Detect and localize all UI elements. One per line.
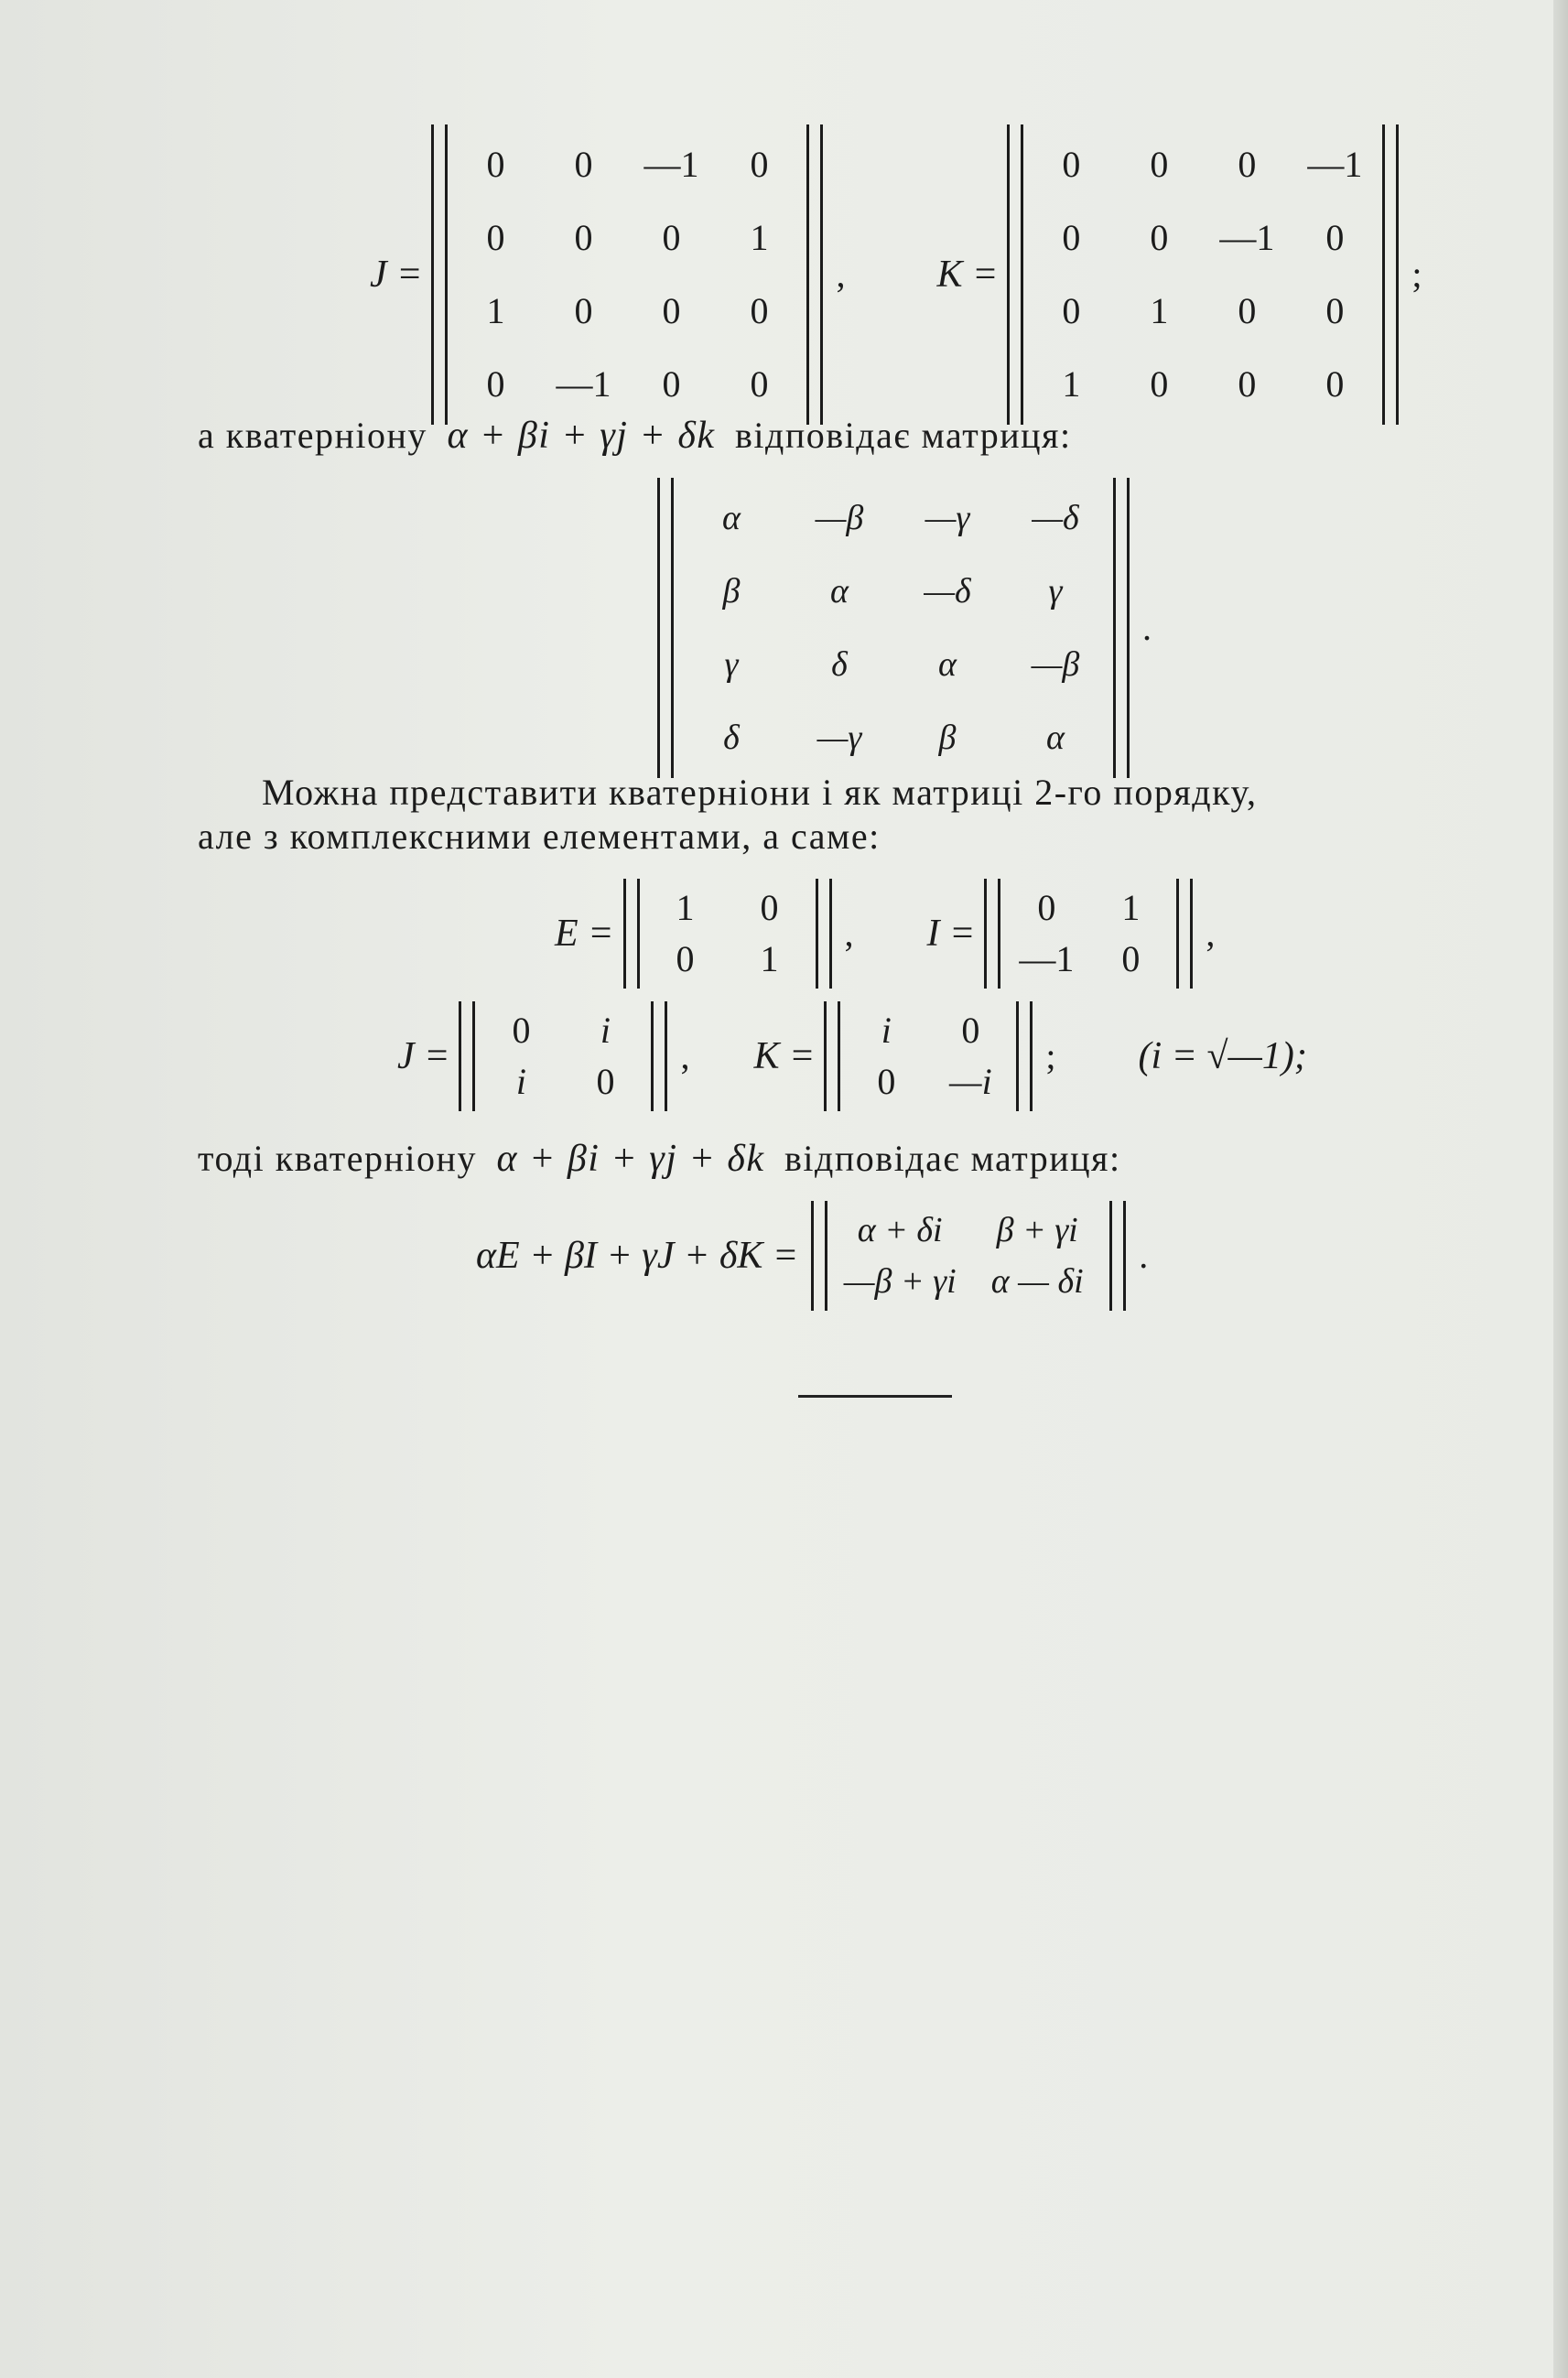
cell: —β <box>1031 645 1080 684</box>
cell: 0 <box>662 290 681 331</box>
cell: 1 <box>676 887 695 928</box>
cell: 0 <box>961 1010 980 1051</box>
cell: i <box>515 1061 527 1102</box>
cell: 0 <box>1325 217 1345 258</box>
cell: i <box>881 1010 892 1051</box>
matrix-quaternion-period: . <box>1142 607 1152 648</box>
cell: 0 <box>596 1061 615 1102</box>
cell: 0 <box>1150 363 1169 405</box>
cell: 0 <box>1150 217 1169 258</box>
matrix-k2-semicolon: ; <box>1045 1035 1056 1076</box>
cell: 0 <box>1325 290 1345 331</box>
cell: 0 <box>486 144 505 185</box>
line2-prefix: тоді кватерніону <box>198 1138 477 1179</box>
cell: 0 <box>1238 144 1257 185</box>
cell: 1 <box>1121 887 1141 928</box>
cell: γ <box>1048 572 1063 611</box>
equation-jk <box>370 128 1422 421</box>
cell: 0 <box>676 938 695 979</box>
cell: —i <box>949 1061 992 1102</box>
cell: 1 <box>1150 290 1169 331</box>
cell: α + δi <box>857 1211 943 1249</box>
cell: δ <box>831 645 848 684</box>
cell: —1 <box>556 363 611 405</box>
matrix-k-label: K = <box>936 254 999 296</box>
cell: 1 <box>1062 363 1081 405</box>
cell: —1 <box>643 144 699 185</box>
cell: 0 <box>1062 217 1081 258</box>
quaternion-expression: α + βi + γj + δk <box>447 415 716 457</box>
equation-j-k-2x2 <box>397 1005 1307 1108</box>
final-lhs: αE + βI + γJ + δK = <box>476 1235 799 1277</box>
matrix-i2 <box>984 882 1193 985</box>
cell: 0 <box>1238 290 1257 331</box>
cell: 0 <box>1325 363 1345 405</box>
equation-final <box>476 1205 1148 1307</box>
cell: 1 <box>750 217 769 258</box>
cell: 0 <box>512 1010 531 1051</box>
cell: 0 <box>486 363 505 405</box>
cell: α <box>722 499 741 537</box>
cell: —γ <box>816 719 862 757</box>
cell: 0 <box>574 290 593 331</box>
cell: 0 <box>1238 363 1257 405</box>
matrix-i2-label: I = <box>926 913 976 955</box>
cell: α — δi <box>990 1262 1084 1301</box>
cell: —γ <box>925 499 970 537</box>
matrix-e2-label: E = <box>555 913 614 955</box>
line1-prefix: а кватерніону <box>198 415 427 456</box>
page-edge-shadow <box>1553 0 1568 2378</box>
cell: 0 <box>486 217 505 258</box>
section-end-rule <box>798 1395 952 1398</box>
cell: 0 <box>1062 290 1081 331</box>
quaternion-expression-2: α + βi + γj + δk <box>496 1138 765 1180</box>
matrix-i2-comma: , <box>1206 913 1216 954</box>
cell: 0 <box>1037 887 1056 928</box>
cell: 0 <box>760 887 779 928</box>
cell: —1 <box>1307 144 1363 185</box>
cell: α <box>1046 719 1065 757</box>
cell: —β <box>815 499 864 537</box>
matrix-j2-label: J = <box>397 1035 450 1077</box>
cell: —1 <box>1019 938 1075 979</box>
matrix-e2 <box>623 882 832 985</box>
cell: 0 <box>662 363 681 405</box>
cell: 0 <box>1150 144 1169 185</box>
matrix-k2-label: K = <box>753 1035 816 1077</box>
cell: 0 <box>574 144 593 185</box>
cell: —β + γi <box>843 1262 957 1301</box>
matrix-j2-comma: , <box>680 1035 690 1076</box>
matrix-j-comma: , <box>836 254 846 295</box>
cell: 0 <box>750 144 769 185</box>
paragraph-line-a: Можна представити кватерніони і як матриці 2-го порядку, <box>262 772 1258 813</box>
text-line-1 <box>198 414 1072 458</box>
cell: 0 <box>750 290 769 331</box>
paragraph-line-b: але з комплексними елементами, а саме: <box>198 816 881 857</box>
cell: δ <box>723 719 740 757</box>
cell: β <box>722 572 741 611</box>
cell: γ <box>724 645 739 684</box>
cell: α <box>938 645 957 684</box>
matrix-j-label: J = <box>370 254 423 296</box>
equation-e-i <box>555 882 1215 985</box>
cell: β <box>938 719 957 757</box>
cell: 0 <box>1121 938 1141 979</box>
cell: β + γi <box>996 1211 1078 1249</box>
final-period: . <box>1139 1235 1149 1276</box>
matrix-k <box>1007 128 1399 421</box>
matrix-quaternion <box>657 481 1130 774</box>
equation-quaternion-matrix <box>657 481 1152 774</box>
matrix-k2 <box>824 1005 1033 1108</box>
matrix-j2 <box>459 1005 667 1108</box>
cell: α <box>830 572 849 611</box>
cell: —1 <box>1219 217 1275 258</box>
cell: 0 <box>662 217 681 258</box>
cell: 1 <box>760 938 779 979</box>
cell: —δ <box>1032 499 1079 537</box>
cell: 0 <box>574 217 593 258</box>
cell: —δ <box>924 572 971 611</box>
line1-suffix: відповідає матриця: <box>734 415 1072 456</box>
matrix-e2-comma: , <box>844 913 854 954</box>
cell: i <box>600 1010 611 1051</box>
matrix-k-semicolon: ; <box>1411 254 1422 295</box>
cell: 0 <box>877 1061 896 1102</box>
matrix-j <box>431 128 823 421</box>
imaginary-unit-definition: (i = √—1); <box>1138 1035 1307 1077</box>
line2-suffix: відповідає матриця: <box>784 1138 1121 1179</box>
matrix-complex <box>811 1205 1126 1307</box>
cell: 1 <box>486 290 505 331</box>
cell: 0 <box>750 363 769 405</box>
cell: 0 <box>1062 144 1081 185</box>
text-line-2 <box>198 1137 1121 1181</box>
